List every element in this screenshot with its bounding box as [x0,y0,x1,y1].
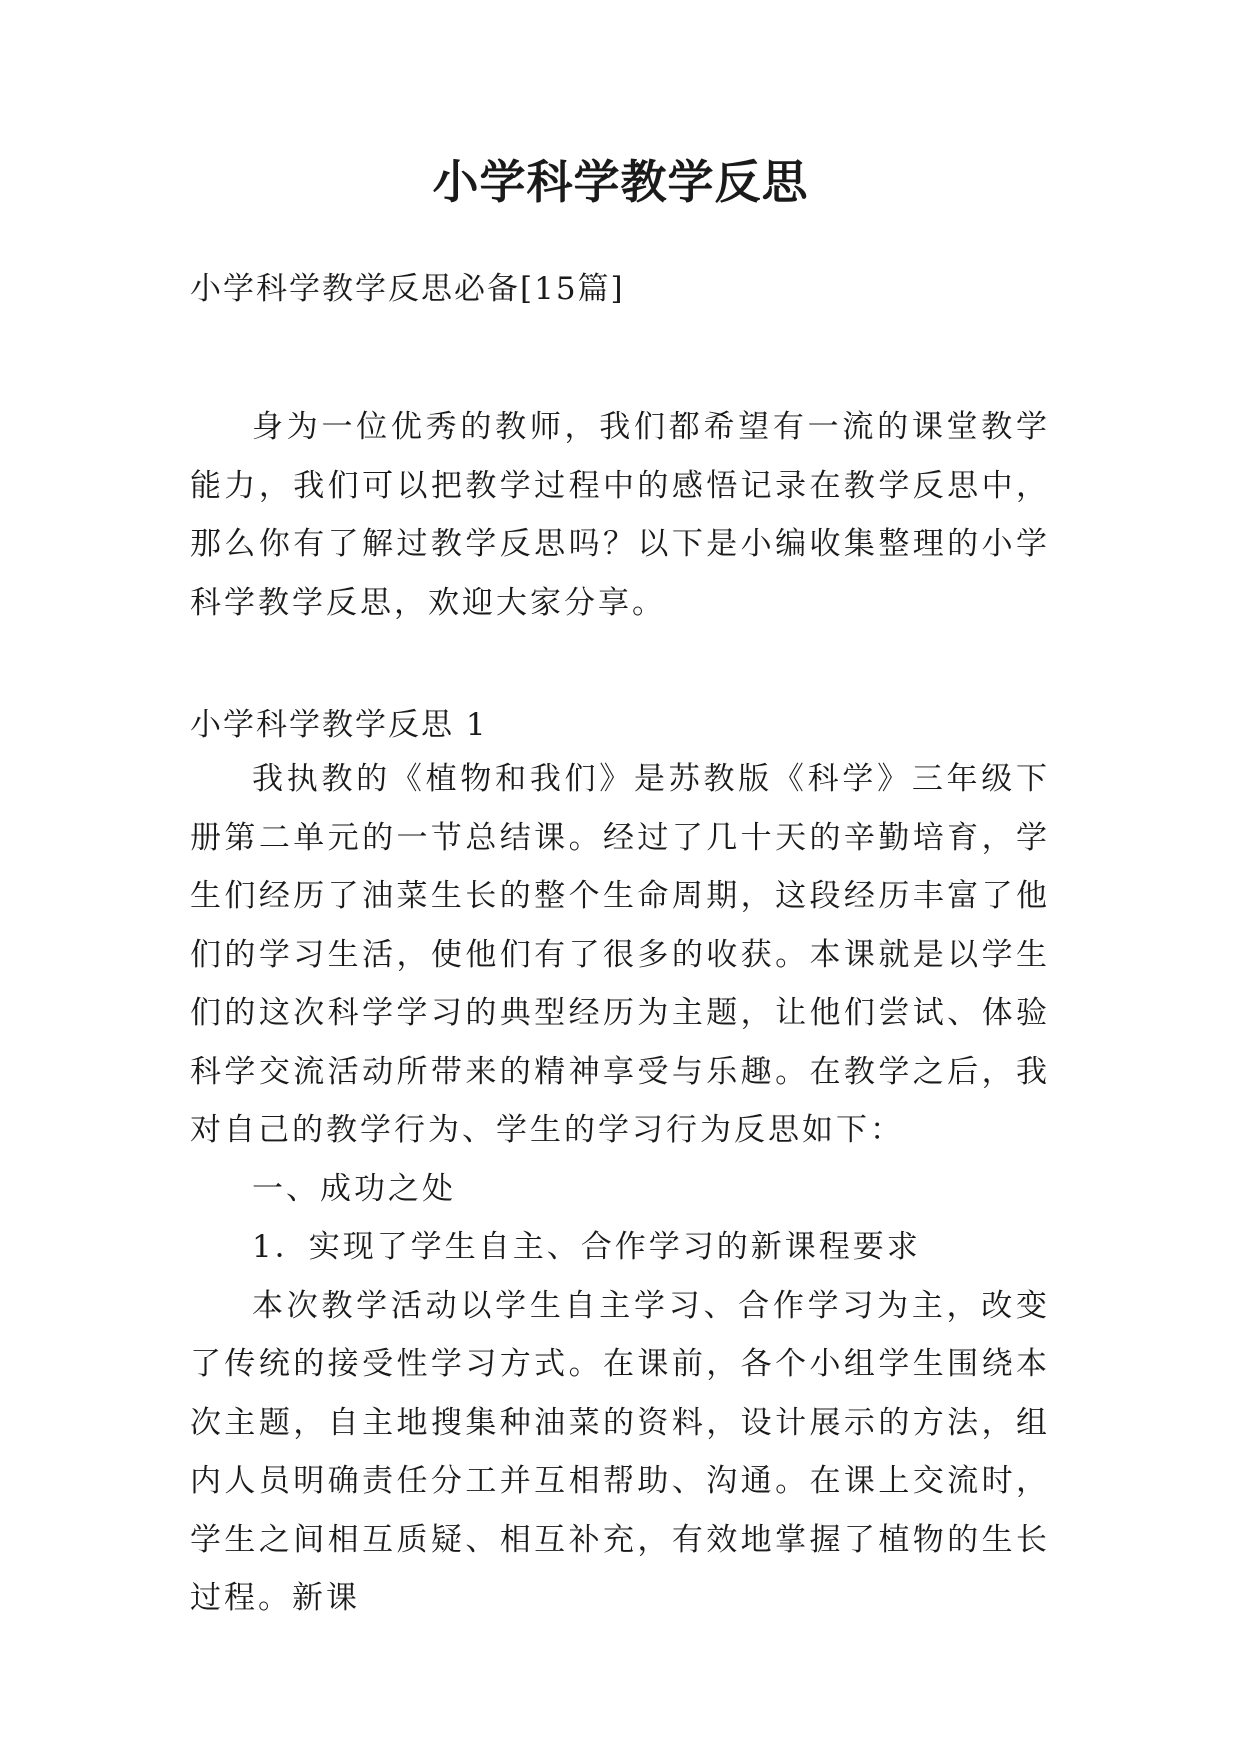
document-subtitle: 小学科学教学反思必备[15篇] [190,271,625,307]
document-title: 小学科学教学反思 [432,155,809,209]
body-paragraph-2: 一、成功之处 [252,1170,456,1207]
body-paragraph-3: 1．实现了学生自主、合作学习的新课程要求 [252,1229,921,1265]
intro-section [190,398,1050,632]
body-paragraph-1: 我执教的《植物和我们》是苏教版《科学》三年级下册第二单元的一节总结课。经过了几十天的辛勤培育，学生们经历了油菜生长的整个生命周期，这段经历丰富了他们的学习生活，使他们有了很多的收获。本课就是以学生们的这次科学学习的典型经历为主题，让他们尝试、体验科学交流活动所带来的精神享受与乐趣。在教学之后，我对自己的教学行为、学生的学习行为反思如下： [190,761,1050,1148]
body-section [190,750,1050,1628]
body-paragraph-4: 本次教学活动以学生自主学习、合作学习为主，改变了传统的接受性学习方式。在课前，各个小组学生围绕本次主题，自主地搜集种油菜的资料，设计展示的方法，组内人员明确责任分工并互相帮助、沟通。在课上交流时，学生之间相互质疑、相互补充，有效地掌握了植物的生长过程。新课 [190,1287,1050,1616]
intro-paragraph: 身为一位优秀的教师，我们都希望有一流的课堂教学能力，我们可以把教学过程中的感悟记录在教学反思中，那么你有了解过教学反思吗？以下是小编收集整理的小学科学教学反思，欢迎大家分享。 [190,409,1050,621]
section-heading: 小学科学教学反思 1 [190,707,488,743]
